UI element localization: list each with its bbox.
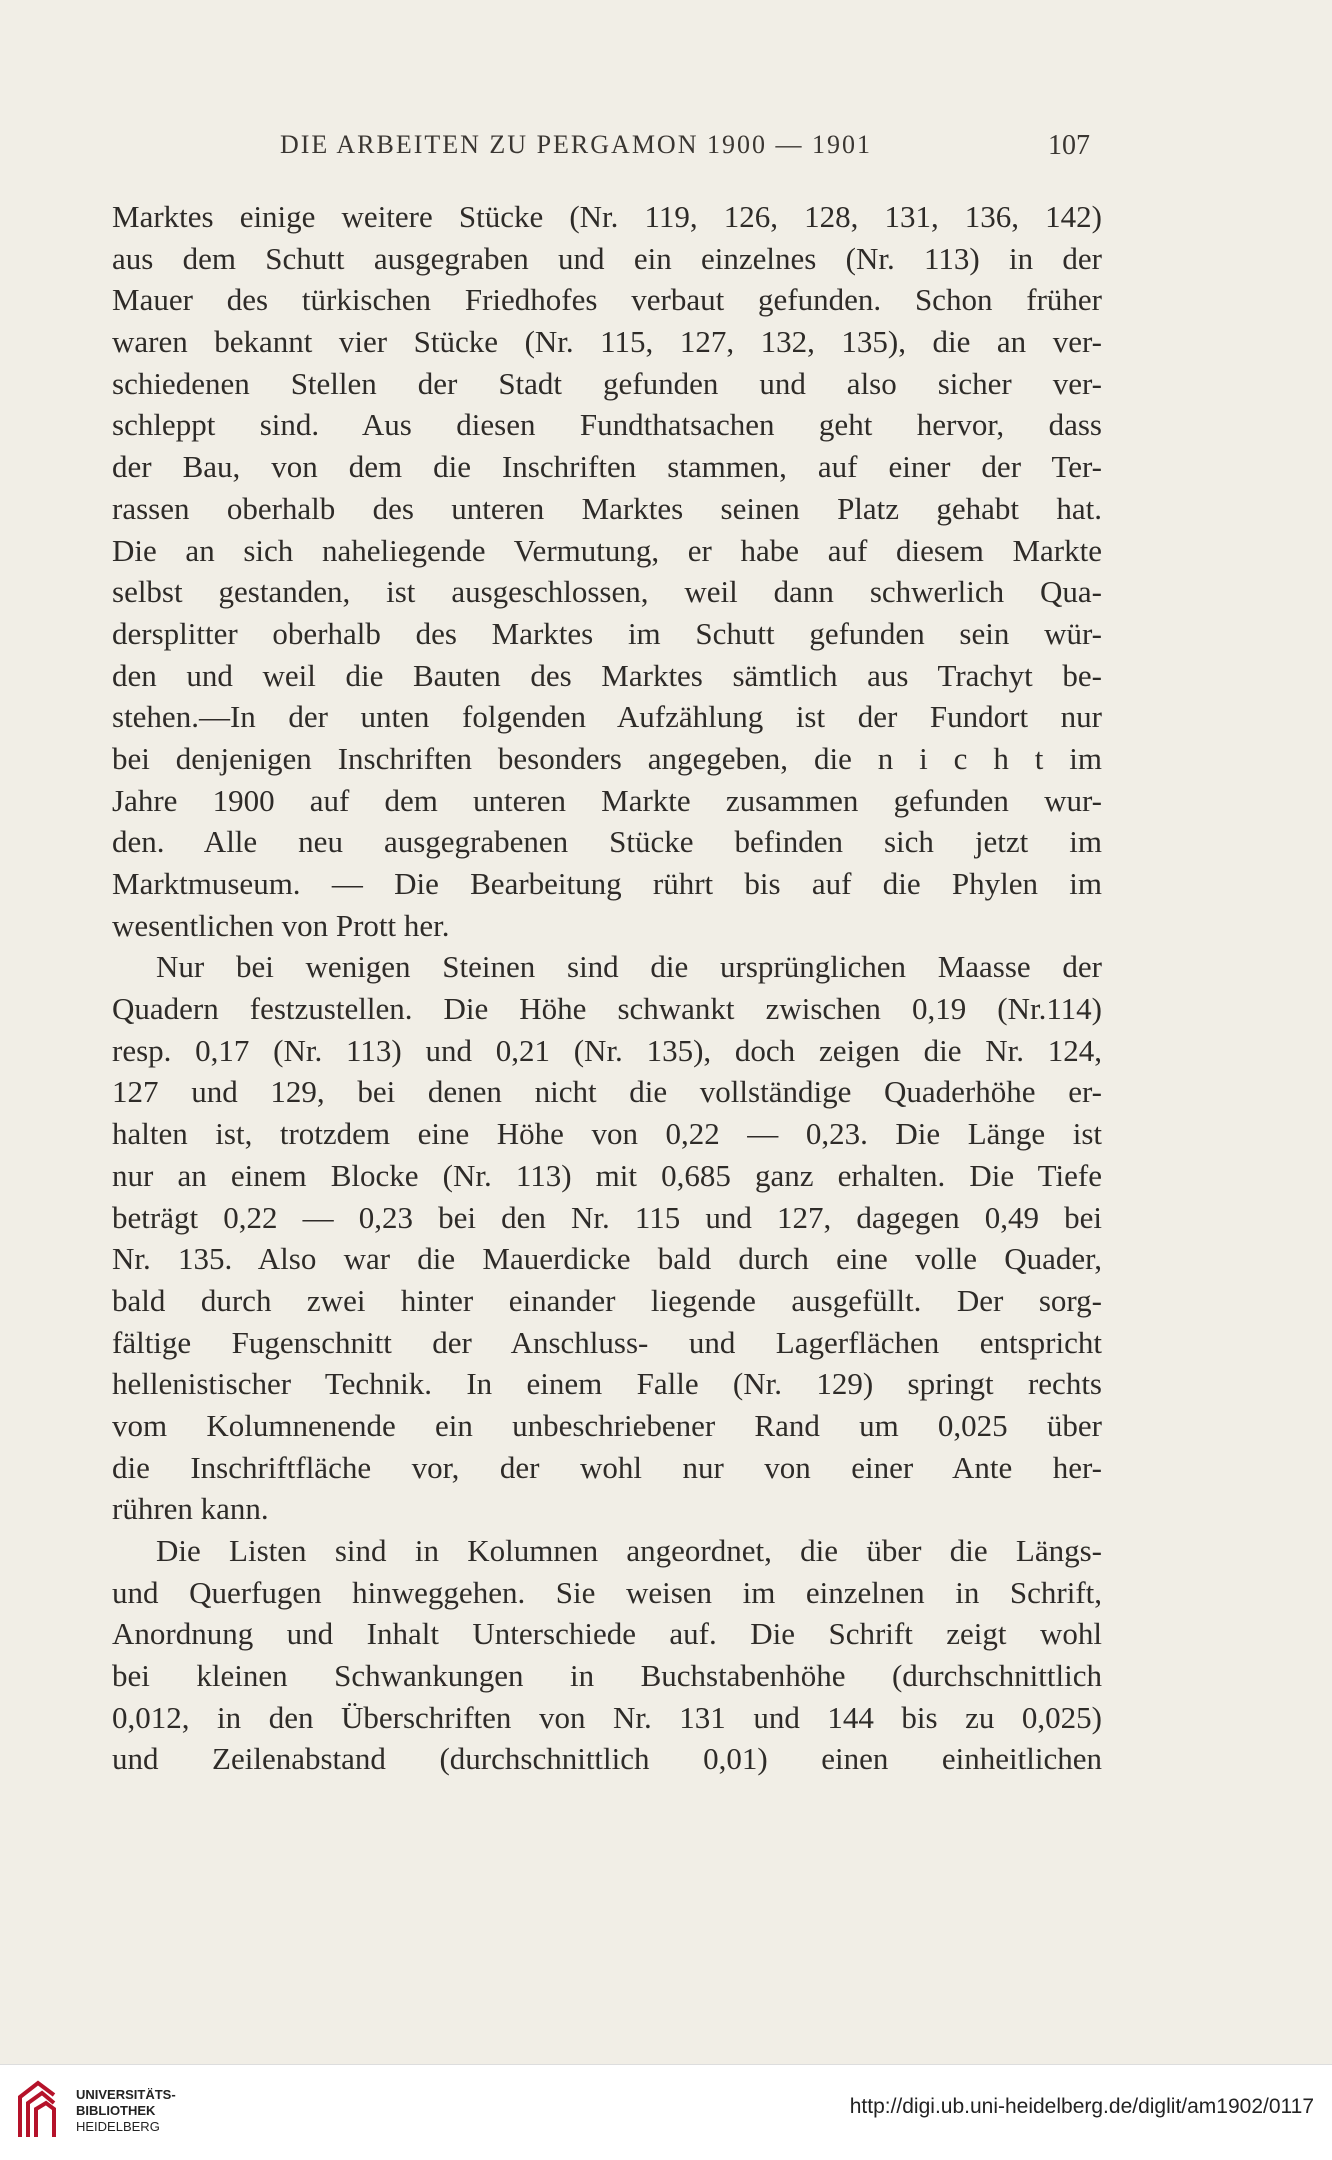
- text-line: die Inschriftfläche vor, der wohl nur von einer Ante her-: [112, 1449, 1102, 1485]
- text-line: fältige Fugenschnitt der Anschluss- und Lagerflächen entspricht: [112, 1324, 1102, 1360]
- text-line: der Bau, von dem die Inschriften stammen, auf einer der Ter-: [112, 449, 1102, 485]
- text-line: dersplitter oberhalb des Marktes im Schutt gefunden sein wür-: [112, 615, 1102, 651]
- text-line: bei kleinen Schwankungen in Buchstabenhöhe (durchschnittlich: [112, 1658, 1102, 1694]
- text-line: 127 und 129, bei denen nicht die vollständige Quaderhöhe er-: [112, 1074, 1102, 1110]
- text-line: aus dem Schutt ausgegraben und ein einzelnes (Nr. 113) in der: [112, 240, 1102, 276]
- text-line: schiedenen Stellen der Stadt gefunden und also sicher ver-: [112, 365, 1102, 401]
- text-line: rassen oberhalb des unteren Marktes seinen Platz gehabt hat.: [112, 490, 1102, 526]
- text-line: Anordnung und Inhalt Unterschiede auf. Die Schrift zeigt wohl: [112, 1616, 1102, 1652]
- library-logo-icon[interactable]: [14, 2077, 60, 2143]
- text-line: Marktes einige weitere Stücke (Nr. 119, 126, 128, 131, 136, 142): [112, 199, 1102, 234]
- text-line: Nr. 135. Also war die Mauerdicke bald durch eine volle Quader,: [112, 1241, 1102, 1277]
- text-line: vom Kolumnenende ein unbeschriebener Rand um 0,025 über: [112, 1407, 1102, 1443]
- text-line: 0,012, in den Überschriften von Nr. 131 und 144 bis zu 0,025): [112, 1699, 1102, 1735]
- text-line: beträgt 0,22 — 0,23 bei den Nr. 115 und 127, dagegen 0,49 bei: [112, 1199, 1102, 1235]
- text-line: Mauer des türkischen Friedhofes verbaut gefunden. Schon früher: [112, 282, 1102, 318]
- text-line: bei denjenigen Inschriften besonders angegeben, die n i c h t im: [112, 740, 1102, 776]
- text-line: und Zeilenabstand (durchschnittlich 0,01) einen einheitlichen: [112, 1741, 1102, 1777]
- library-name: [76, 2087, 176, 2135]
- running-title: DIE ARBEITEN ZU PERGAMON 1900 — 1901: [280, 130, 872, 159]
- text-line: nur an einem Blocke (Nr. 113) mit 0,685 ganz erhalten. Die Tiefe: [112, 1157, 1102, 1193]
- text-line: den. Alle neu ausgegrabenen Stücke befinden sich jetzt im: [112, 824, 1102, 860]
- library-name-line-3: HEIDELBERG: [76, 2119, 160, 2134]
- text-line: wesentlichen von Prott her.: [112, 907, 450, 943]
- text-line: Nur bei wenigen Steinen sind die ursprünglichen Maasse der: [156, 949, 1102, 985]
- text-line: den und weil die Bauten des Marktes sämtlich aus Trachyt be-: [112, 657, 1102, 693]
- digital-library-footer: [0, 2064, 1332, 2160]
- text-line: waren bekannt vier Stücke (Nr. 115, 127, 132, 135), die an ver-: [112, 324, 1102, 360]
- library-name-line-2: BIBLIOTHEK: [76, 2103, 156, 2118]
- text-line: stehen.—In der unten folgenden Aufzählung ist der Fundort nur: [112, 699, 1102, 735]
- text-line: Jahre 1900 auf dem unteren Markte zusammen gefunden wur-: [112, 782, 1102, 818]
- text-line: schleppt sind. Aus diesen Fundthatsachen geht hervor, dass: [112, 407, 1102, 443]
- text-line: selbst gestanden, ist ausgeschlossen, weil dann schwerlich Qua-: [112, 574, 1102, 610]
- page-number: 107: [1048, 130, 1090, 161]
- library-name-line-1: UNIVERSITÄTS-: [76, 2087, 176, 2102]
- text-line: rühren kann.: [112, 1491, 269, 1527]
- body-text: [112, 196, 1102, 1780]
- text-line: bald durch zwei hinter einander liegende ausgefüllt. Der sorg-: [112, 1282, 1102, 1318]
- text-line: Quadern festzustellen. Die Höhe schwankt zwischen 0,19 (Nr.114): [112, 991, 1102, 1027]
- permalink-url[interactable]: http://digi.ub.uni-heidelberg.de/diglit/am1902/0117: [849, 2095, 1314, 2118]
- text-line: Die an sich naheliegende Vermutung, er habe auf diesem Markte: [112, 532, 1102, 568]
- text-line: resp. 0,17 (Nr. 113) und 0,21 (Nr. 135), doch zeigen die Nr. 124,: [112, 1032, 1102, 1068]
- text-line: Die Listen sind in Kolumnen angeordnet, die über die Längs-: [156, 1533, 1102, 1568]
- text-line: hellenistischer Technik. In einem Falle (Nr. 129) springt rechts: [112, 1366, 1102, 1402]
- text-line: und Querfugen hinweggehen. Sie weisen im einzelnen in Schrift,: [112, 1574, 1102, 1610]
- running-header: [240, 130, 1090, 170]
- text-line: Marktmuseum. — Die Bearbeitung rührt bis auf die Phylen im: [112, 866, 1102, 901]
- text-line: halten ist, trotzdem eine Höhe von 0,22 — 0,23. Die Länge ist: [112, 1116, 1102, 1152]
